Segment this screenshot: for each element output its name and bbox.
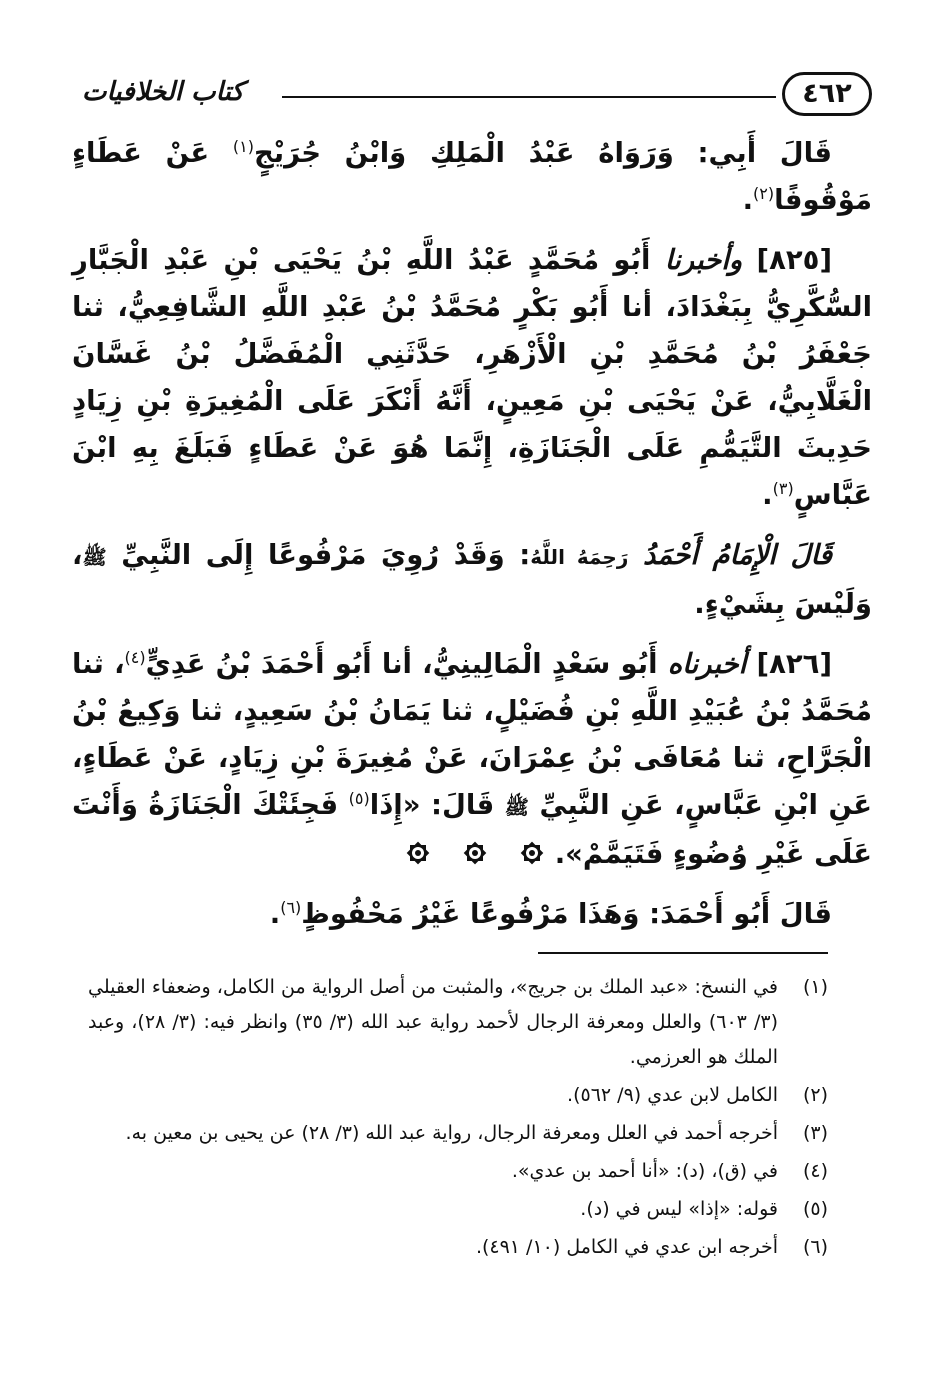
ornament-star-icon [403,838,433,868]
page-number: ٤٦٢ [782,72,872,116]
hadith-826-text-3: قَالَ: «إِذَا [369,789,505,821]
footnote-ref-6[interactable]: (٦) [280,897,302,917]
footnote-ref-4[interactable]: (٤) [124,647,146,667]
header-rule [282,96,776,98]
hadith-825 [72,237,872,519]
footnote-5 [88,1192,828,1227]
hadith-826-text-4: فَجِئَتْكَ الْجَنَازَةُ وَأَنْتَ عَلَى غَيْرِ وُضُوءٍ فَتَيَمَّمْ». [72,789,872,870]
footnote-text: في (ق)، (د): «أنا أحمد بن عدي». [511,1160,778,1182]
footnote-separator [538,952,828,954]
footnote-4 [88,1154,828,1189]
footnote-ref-1[interactable]: (١) [232,136,254,156]
footnote-text: قوله: «إذا» ليس في (د). [580,1198,778,1220]
footnote-ref-5[interactable]: (٥) [348,788,370,808]
book-title: كتاب الخلافيات [82,77,244,107]
honorific-rahimahullah: رَحِمَهُ اللَّهُ [530,545,629,569]
p5-text: قَالَ أَبُو أَحْمَدَ: وَهَذَا مَرْفُوعًا غَيْرُ مَحْفُوظٍ [301,898,832,930]
main-text [72,130,872,951]
imam-comment [72,532,872,628]
hadith-number-826: [٨٢٦] [756,648,833,680]
hadith-826-text: أَبُو سَعْدٍ الْمَالِينِيُّ، أنا أَبُو أَحْمَدَ بْنُ عَدِيٍّ [145,648,658,680]
footnote-text: أخرجه أحمد في العلل ومعرفة الرجال، رواية عبد الله (٣/ ٢٨) عن يحيى بن معين به. [125,1122,778,1144]
hadith-825-text: أَبُو مُحَمَّدٍ عَبْدُ اللَّهِ بْنُ يَحْيَى بْنِ عَبْدِ الْجَبَّارِ السُّكَّرِيُّ بِبَغْدَادَ، أنا أَبُو بَكْرٍ مُحَمَّدُ بْنُ عَبْدِ اللَّهِ الشَّافِعِيُّ، ثنا جَعْفَرُ بْنُ مُحَمَّدِ بْنِ الْأَزْهَرِ، حَدَّثَنِي الْمُفَضَّلُ بْنُ غَسَّانَ الْغَلَّابِيُّ، عَنْ يَحْيَى بْنِ مَعِينٍ، أَنَّهُ أَنْكَرَ عَلَى الْمُغِيرَةِ بْنِ زِيَادٍ حَدِيثَ التَّيَمُّمِ عَلَى الْجَنَازَةِ، إِنَّمَا هُوَ عَنْ عَطَاءٍ فَبَلَغَ بِهِ ابْنَ عَبَّاسٍ [72,244,872,511]
footnote-ref-2[interactable]: (٢) [753,183,775,203]
paragraph-1 [72,130,872,224]
footnote-6 [88,1230,828,1265]
footnote-number: (٢) [802,1084,828,1106]
page-header [82,72,872,122]
footnote-1 [88,970,828,1075]
footnotes [88,970,828,1268]
p1-text: قَالَ أَبِي: وَرَوَاهُ عَبْدُ الْمَلِكِ وَابْنُ جُرَيْجٍ [253,137,832,169]
hadith-826-lead: أخبرناه [667,648,747,680]
footnote-number: (١) [802,976,828,998]
footnote-number: (٣) [802,1122,828,1144]
ornament-star-icon [517,838,547,868]
footnote-text: الكامل لابن عدي (٩/ ٥٦٢). [567,1084,778,1106]
hadith-825-end: . [762,479,773,511]
footnote-number: (٤) [802,1160,828,1182]
footnote-2 [88,1078,828,1113]
imam-text-2: ، وَلَيْسَ بِشَيْءٍ. [72,539,872,620]
footnote-text: في النسخ: «عبد الملك بن جريج»، والمثبت من أصل الرواية من الكامل، وضعفاء العقيلي (٣/ ٦٠٣) والعلل ومعرفة الرجال لأحمد رواية عبد الله (٣/ ٣٥) وانظر فيه: (٣/ ٢٨)، وعبد الملك هو العرزمي. [88,976,778,1068]
p5-end: . [269,898,281,930]
p1-text-2: عَنْ عَطَاءٍ مَوْقُوفًا [72,137,872,216]
hadith-825-lead: وأخبرنا [664,244,743,276]
footnote-3 [88,1116,828,1151]
honorific-salla: ﷺ [82,545,107,569]
section-divider-ornaments [0,838,950,872]
hadith-826-text-2: ، ثنا مُحَمَّدُ بْنُ عُبَيْدِ اللَّهِ بْنِ فُضَيْلٍ، ثنا يَمَانُ بْنُ سَعِيدٍ، ثنا وَكِيعُ بْنُ الْجَرَّاحِ، ثنا مُعَافَى بْنُ عِمْرَانَ، عَنْ مُغِيرَةَ بْنِ زِيَادٍ، عَنْ عَطَاءٍ، عَنِ ابْنِ عَبَّاسٍ، عَنِ النَّبِيِّ [72,648,872,821]
footnote-text: أخرجه ابن عدي في الكامل (١٠/ ٤٩١). [475,1236,778,1258]
footnote-ref-3[interactable]: (٣) [772,478,794,498]
footnote-number: (٥) [802,1198,828,1220]
imam-text: : وَقَدْ رُوِيَ مَرْفُوعًا إِلَى النَّبِيِّ [121,539,531,571]
honorific-salla-2: ﷺ [504,795,529,819]
paragraph-5 [72,891,872,938]
ornament-star-icon [460,838,490,868]
footnote-number: (٦) [802,1236,828,1258]
hadith-number-825: [٨٢٥] [756,244,833,276]
imam-lead: قَالَ الْإِمَامُ أَحْمَدُ [642,539,833,571]
p1-end: . [742,184,754,216]
